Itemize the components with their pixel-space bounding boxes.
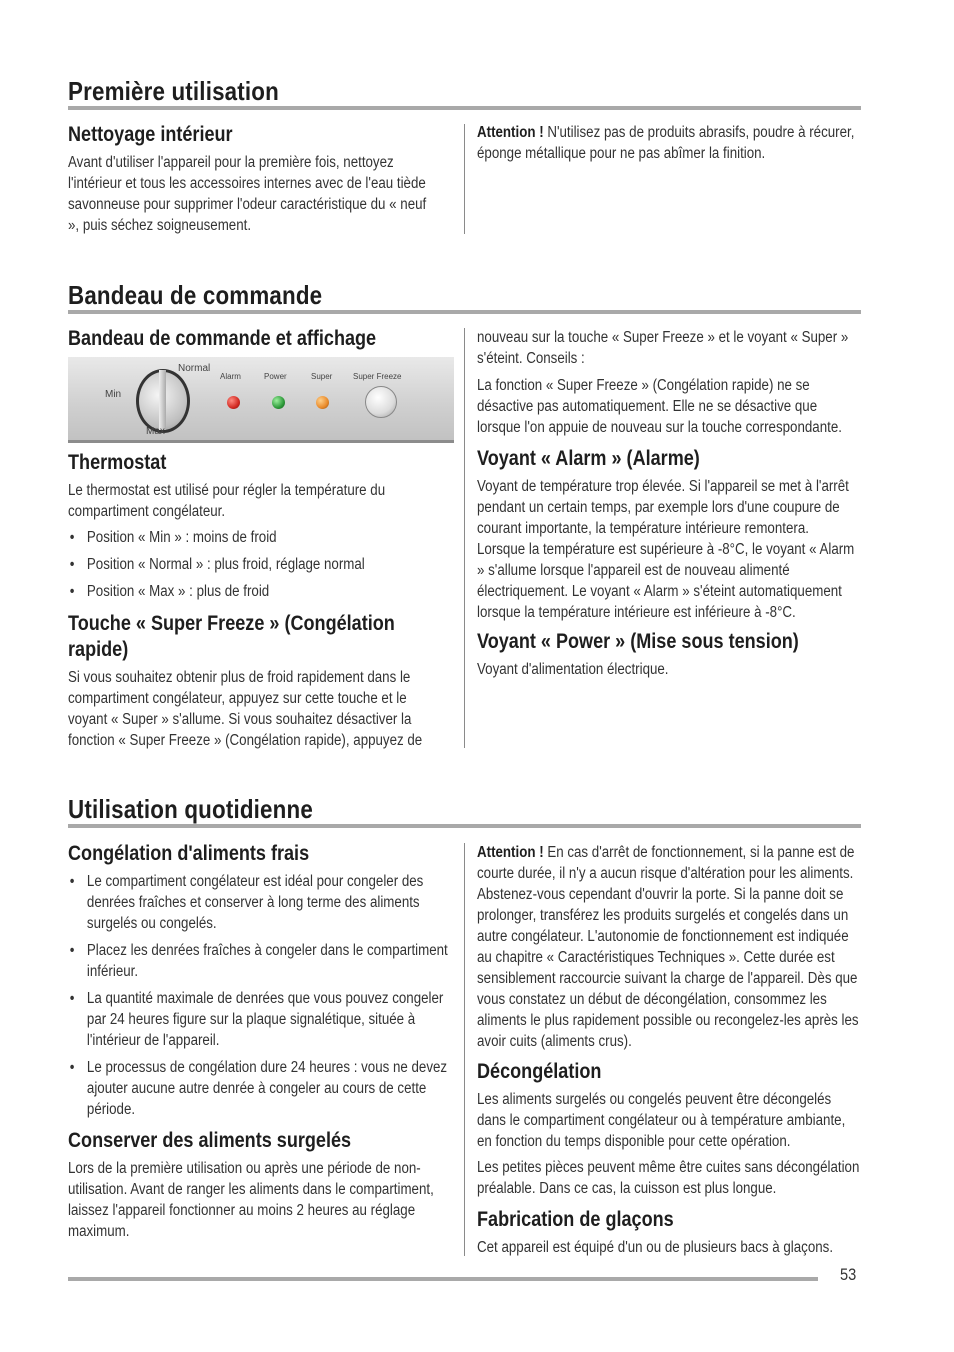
power-led-icon: [272, 396, 285, 409]
col-decongelation: [477, 1059, 861, 1152]
section-title-bandeau-de-commande: Bandeau de commande: [68, 280, 323, 310]
subheading-voyant-alarm: Voyant « Alarm » (Alarme): [477, 447, 700, 470]
section-rule: [68, 310, 861, 314]
paragraph-thermostat: Le thermostat est utilisé pour régler la température du compartiment congélateur.: [68, 482, 386, 520]
col-decongelation-2: [477, 1157, 861, 1199]
thermostat-knob: [136, 369, 190, 433]
paragraph-decongelation-2: Les petites pièces peuvent même être cuites sans décongélation préalable. Dans ce cas, la cuisson est plus longue.: [477, 1159, 860, 1197]
control-panel-image: [68, 357, 454, 443]
list-item: • Placez les denrées fraîches à congeler dans le compartiment inférieur.: [68, 940, 455, 982]
col-superfreeze: [68, 611, 458, 751]
super-led-icon: [316, 396, 329, 409]
paragraph-voyant-power: Voyant d'alimentation électrique.: [477, 661, 669, 678]
attention-text: N'utilisez pas de produits abrasifs, poudre à récurer, éponge métallique pour ne pas abîmer la finition.: [477, 124, 855, 162]
list-item: • Position « Min » : moins de froid: [68, 527, 455, 548]
knob-grip: [159, 370, 166, 430]
knob-label-max: Max: [146, 426, 165, 437]
section-title-premiere-utilisation: Première utilisation: [68, 76, 279, 106]
list-item: • Le compartiment congélateur est idéal pour congeler des denrées fraîches et conserver à long terme des aliments surgelés ou congelés.: [68, 871, 455, 934]
section-rule: [68, 106, 861, 110]
col-bandeau-left: [68, 326, 458, 352]
attention-text: En cas d'arrêt de fonctionnement, si la panne est de courte durée, il n'y a aucun risque d'altération pour les aliments. Abstenez-vous cependant d'ouvrir la porte. Si la panne doit se prolonger, transférez les produits surgelés et congelés dans un autre congélateur. L'autonomie de fonctionnement est indiquée au chapitre « Caractéristiques Techniques ». Cette durée est sensiblement raccourcie suivant la charge de l'appareil. Dès que vous constatez un début de décongélation, consommez les aliments le plus rapidement possible ou recongelez-les après les avoir cuits (aliments crus).: [477, 844, 859, 1050]
page-number: 53: [840, 1265, 857, 1284]
list-item: • Position « Max » : plus de froid: [68, 581, 455, 602]
subheading-congelation: Congélation d'aliments frais: [68, 842, 310, 865]
list-item: • Le processus de congélation dure 24 heures : vous ne devez ajouter aucune autre denrée à congeler au cours de cette période.: [68, 1057, 455, 1120]
paragraph-super-freeze-cont: nouveau sur la touche « Super Freeze » et le voyant « Super » s'éteint. Conseils :: [477, 329, 849, 367]
attention-label: Attention !: [477, 844, 544, 861]
subheading-glacons: Fabrication de glaçons: [477, 1208, 674, 1231]
panel-label-super-freeze: Super Freeze: [353, 372, 402, 381]
paragraph-voyant-alarm: Voyant de température trop élevée. Si l'appareil se met à l'arrêt pendant un certain temps, par exemple lors d'une coupure de courant importante, la température intérieure remontera. Lorsque la température est supérieure à -8°C, le voyant « Alarm » s'allume lorsque l'appareil est de nouveau alimenté électriquement. Le voyant « Alarm » s'éteint automatiquement lorsque la température intérieure est inférieure à -8°C.: [477, 478, 855, 621]
attention-label: Attention !: [477, 124, 544, 141]
knob-label-min: Min: [105, 389, 122, 400]
subheading-decongelation: Décongélation: [477, 1060, 602, 1083]
col-bandeau-right: [477, 327, 861, 438]
paragraph-nettoyage: Avant d'utiliser l'appareil pour la première fois, nettoyez l'intérieur et tous les accessoires internes avec de l'eau tiède savonneuse pour supprimer l'odeur caractéristique du « neuf », puis séchez soigneusement.: [68, 154, 427, 234]
paragraph-conserver: Lors de la première utilisation ou après une période de non-utilisation. Avant de ranger les aliments dans le compartiment, laissez l'appareil fonctionner au moins 2 heures au réglage maximum.: [68, 1160, 434, 1240]
col-conserver: [68, 1128, 458, 1242]
section-rule: [68, 824, 861, 828]
col-congelation: [68, 841, 458, 1120]
panel-label-alarm: Alarm: [220, 372, 241, 381]
paragraph-super-freeze: Si vous souhaitez obtenir plus de froid rapidement dans le compartiment congélateur, appuyez sur cette touche et le voyant « Super » s'allume. Si vous souhaitez désactiver la fonction « Super Freeze » (Congélation rapide), appuyez de: [68, 669, 423, 749]
column-divider: [464, 843, 465, 1256]
subheading-bandeau-affichage: Bandeau de commande et affichage: [68, 327, 377, 350]
col-attention-1: [477, 122, 861, 164]
col-alarme: [477, 446, 861, 623]
attention-note-1: [477, 122, 855, 164]
subheading-super-freeze: Touche « Super Freeze » (Congélation rapide): [68, 612, 395, 661]
subheading-nettoyage: Nettoyage intérieur: [68, 123, 233, 146]
column-divider: [464, 328, 465, 748]
list-thermostat: [68, 527, 458, 602]
panel-label-super: Super: [311, 372, 333, 381]
list-item: • Position « Normal » : plus froid, réglage normal: [68, 554, 455, 575]
knob-label-normal: Normal: [178, 363, 211, 374]
subheading-voyant-power: Voyant « Power » (Mise sous tension): [477, 630, 799, 653]
subheading-conserver: Conserver des aliments surgelés: [68, 1129, 352, 1152]
attention-note-2: [477, 842, 861, 1052]
col-attention-2: [477, 842, 861, 1052]
col-glacons: [477, 1207, 861, 1258]
panel-label-power: Power: [264, 372, 287, 381]
paragraph-decongelation-1: Les aliments surgelés ou congelés peuvent être décongelés dans le compartiment congélateur ou à température ambiante, en fonction du temps disponible pour cette opération.: [477, 1091, 846, 1150]
alarm-led-icon: [227, 396, 240, 409]
col-power: [477, 629, 861, 680]
super-freeze-button[interactable]: [365, 386, 397, 418]
footer-rule: [68, 1277, 818, 1281]
column-divider: [464, 124, 465, 234]
paragraph-super-freeze-note: La fonction « Super Freeze » (Congélation rapide) ne se désactive pas automatiquement. Elle ne se désactive que lorsque l'on appuie de nouveau sur la touche correspondante.: [477, 377, 842, 436]
subheading-thermostat: Thermostat: [68, 451, 167, 474]
paragraph-glacons: Cet appareil est équipé d'un ou de plusieurs bacs à glaçons.: [477, 1239, 834, 1256]
col-nettoyage: [68, 122, 458, 236]
section-title-utilisation-quotidienne: Utilisation quotidienne: [68, 794, 313, 824]
list-item: • La quantité maximale de denrées que vous pouvez congeler par 24 heures figure sur la plaque signalétique, située à l'intérieur de l'appareil.: [68, 988, 455, 1051]
col-thermostat: [68, 450, 458, 522]
